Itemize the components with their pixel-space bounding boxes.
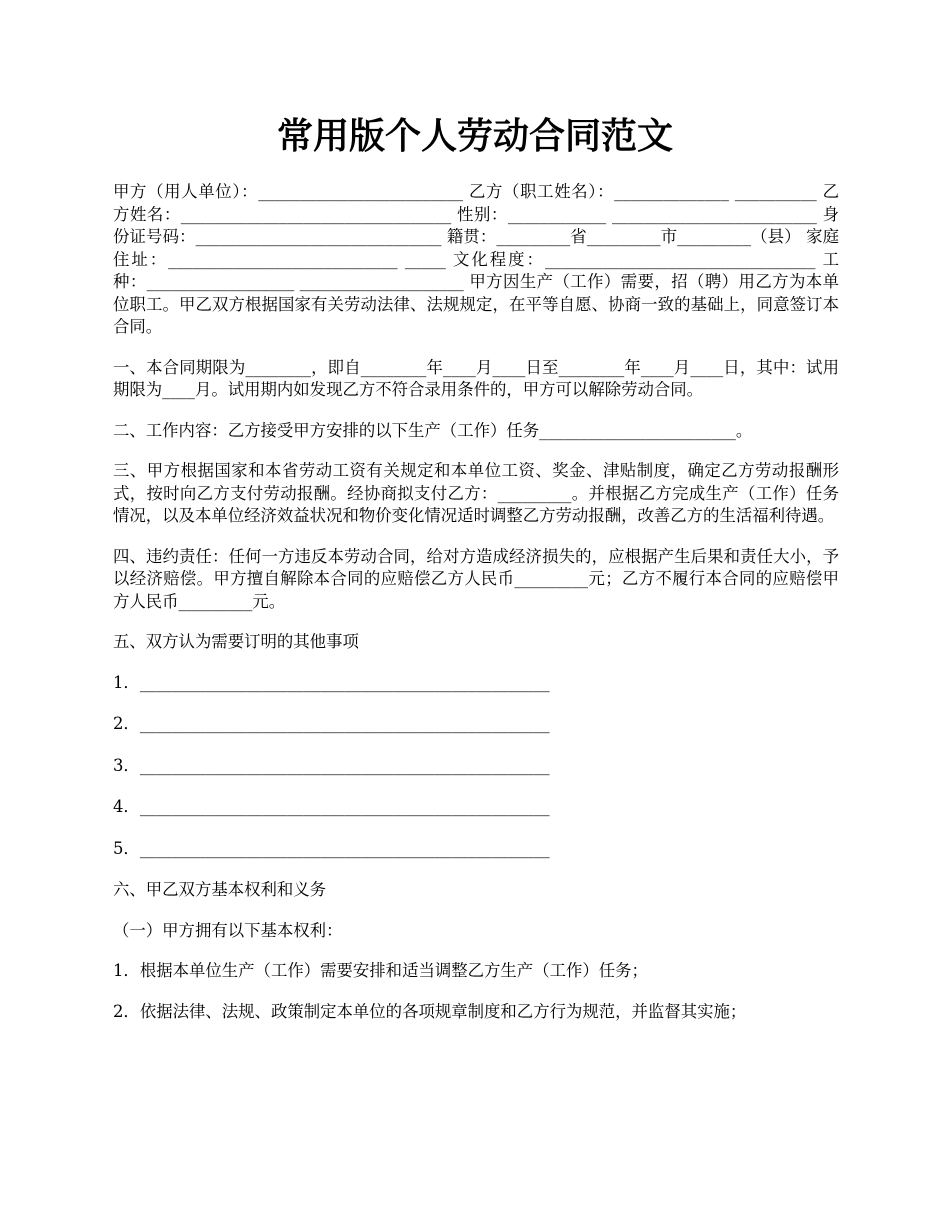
party-a-right-item: 1．根据本单位生产（工作）需要安排和适当调整乙方生产（工作）任务； xyxy=(113,961,648,980)
party-info-block: 甲方（用人单位）：_________________________ 乙方（职工姓名）：______________ __________ 乙方姓名：_________________________________ 性别：____________ _________________________ 身份证号码：______________________________ 籍贯：_________省_________市_________（县） 家庭住址：____________________________ _____ 文化程度：_________________________________ 工种：__________________ ____________________ 甲方因生产（工作）需要，招（聘）用乙方为本单位职工。甲乙双方根据国家有关劳动法律、法规规定，在平等自愿、协商一致的基础上，同意签订本合同。 xyxy=(113,182,839,336)
clause-term: 一、本合同期限为________，即自________年____月____日至________年____月____日，其中：试用期限为____月。试用期内如发现乙方不符合录用条件的，甲方可以解除劳动合同。 xyxy=(113,357,839,399)
document-title: 常用版个人劳动合同范文 xyxy=(276,115,673,157)
other-item-line: 4．__________________________________________________ xyxy=(113,797,550,816)
clause-rights-obligations: 六、甲乙双方基本权利和义务 xyxy=(113,880,327,899)
other-item-line: 5．__________________________________________________ xyxy=(113,838,550,858)
other-item-line: 3．__________________________________________________ xyxy=(113,755,550,775)
party-a-right-item: 2．依据法律、法规、政策制定本单位的各项规章制度和乙方行为规范，并监督其实施； xyxy=(113,1001,747,1021)
clause-remuneration: 三、甲方根据国家和本省劳动工资有关规定和本单位工资、奖金、津贴制度，确定乙方劳动报酬形式，按时向乙方支付劳动报酬。经协商拟支付乙方：_________。并根据乙方完成生产（工作）任务情况，以及本单位经济效益状况和物价变化情况适时调整乙方劳动报酬，改善乙方的生活福利待遇。 xyxy=(113,461,839,525)
clause-work-content: 二、工作内容：乙方接受甲方安排的以下生产（工作）任务________________________。 xyxy=(113,420,753,440)
clause-liability: 四、违约责任：任何一方违反本劳动合同，给对方造成经济损失的，应根据产生后果和责任大小，予以经济赔偿。甲方擅自解除本合同的应赔偿乙方人民币_________元；乙方不履行本合同的应赔偿甲方人民币_________元。 xyxy=(113,546,839,611)
other-item-line: 2．__________________________________________________ xyxy=(113,714,550,733)
other-item-line: 1．__________________________________________________ xyxy=(113,672,550,692)
party-a-rights-heading: （一）甲方拥有以下基本权利： xyxy=(113,920,343,940)
clause-other-matters: 五、双方认为需要订明的其他事项 xyxy=(113,632,359,651)
document-body xyxy=(113,181,839,1041)
